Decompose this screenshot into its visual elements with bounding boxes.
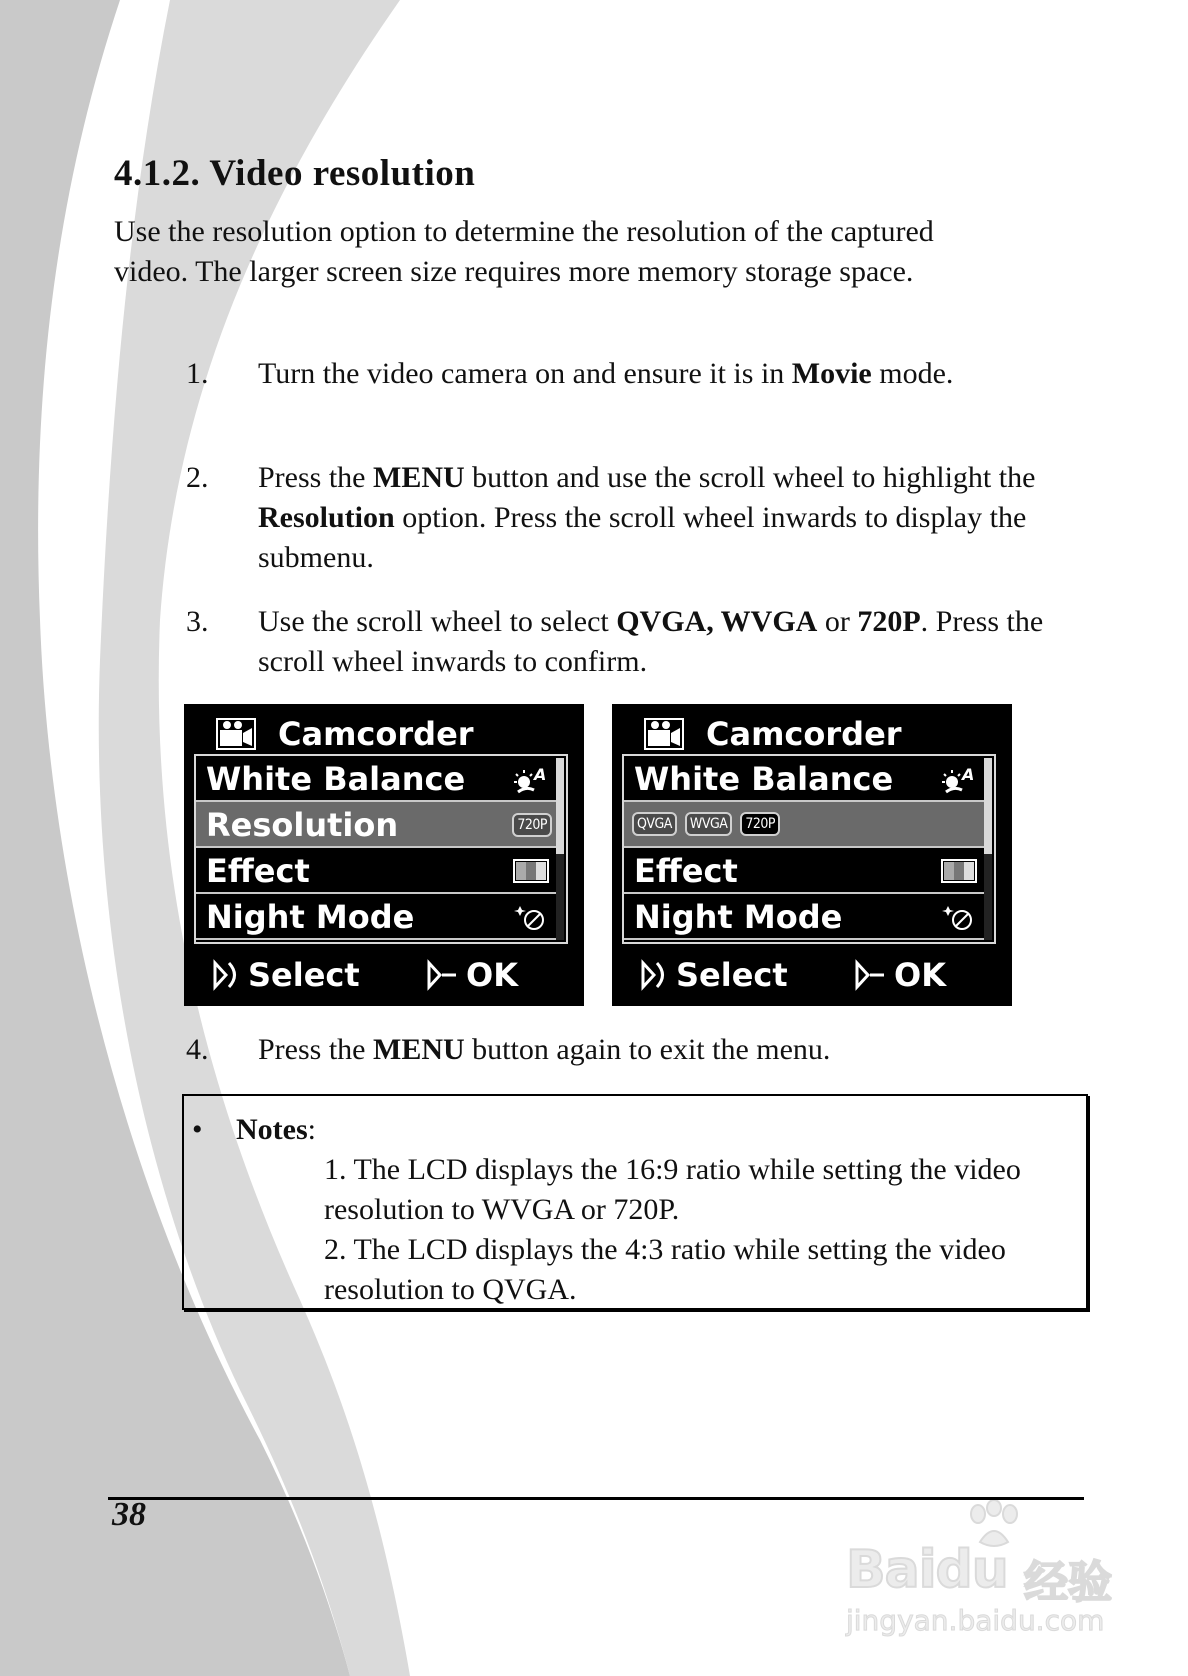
step-text: Press the MENU button again to exit the menu. <box>258 1033 831 1066</box>
intro-paragraph: Use the resolution option to determine the resolution of the captured video. The larger screen size requires more memory storage space. <box>114 215 934 288</box>
note-item: 2. The LCD displays the 4:3 ratio while setting the video resolution to QVGA. <box>324 1233 1006 1306</box>
camcorder-icon <box>216 718 256 750</box>
step-text: Press the MENU button and use the scroll wheel to highlight the Resolution option. Press the scroll wheel inwards to display the submenu. <box>258 461 1036 574</box>
lcd-footer: Select OK <box>212 956 572 996</box>
lcd-menu-list <box>622 754 996 944</box>
menu-item-effect[interactable]: Effect <box>624 848 984 894</box>
menu-item-resolution[interactable]: Resolution 720P <box>196 802 556 848</box>
option-720p[interactable]: 720P <box>740 812 780 836</box>
menu-item-white-balance[interactable]: White Balance A <box>196 756 556 802</box>
scroll-wheel-icon <box>640 959 670 991</box>
white-balance-auto-icon <box>940 764 978 794</box>
resolution-value-badge: 720P <box>512 813 552 837</box>
step-number: 4. <box>186 1033 209 1066</box>
step-number: 2. <box>186 461 209 494</box>
section-title: 4.1.2. Video resolution <box>114 153 476 194</box>
press-wheel-icon <box>426 959 460 991</box>
resolution-options <box>632 812 780 836</box>
lcd-title: Camcorder <box>644 714 902 754</box>
step-text: Use the scroll wheel to select QVGA, WVGA or 720P. Press the scroll wheel inwards to confirm. <box>258 605 1044 678</box>
step-number: 1. <box>186 357 209 390</box>
notes-heading: Notes: <box>236 1113 316 1146</box>
page-number: 38 <box>112 1496 146 1533</box>
night-mode-off-icon <box>940 902 978 932</box>
svg-text:A: A <box>534 765 547 784</box>
step-number: 3. <box>186 605 209 638</box>
menu-item-effect[interactable]: Effect <box>196 848 556 894</box>
effect-icon <box>512 856 550 886</box>
watermark-cn: 经验 <box>1024 1557 1112 1608</box>
lcd-menu-list <box>194 754 568 944</box>
menu-item-night-mode[interactable]: Night Mode <box>196 894 556 940</box>
lcd-screen-submenu <box>612 704 1012 1006</box>
baidu-watermark <box>846 1500 1116 1640</box>
effect-icon <box>940 856 978 886</box>
menu-item-white-balance[interactable]: White Balance A <box>624 756 984 802</box>
watermark-brand: Baidu <box>846 1540 1008 1600</box>
menu-item-night-mode[interactable]: Night Mode <box>624 894 984 940</box>
option-qvga[interactable]: QVGA <box>632 812 677 836</box>
scroll-wheel-icon <box>212 959 242 991</box>
step-text: Turn the video camera on and ensure it is in Movie mode. <box>258 357 954 390</box>
watermark-url: jingyan.baidu.com <box>846 1604 1105 1637</box>
night-mode-off-icon <box>512 902 550 932</box>
white-balance-auto-icon <box>512 764 550 794</box>
bullet-icon: • <box>192 1113 203 1146</box>
note-item: 1. The LCD displays the 16:9 ratio while setting the video resolution to WVGA or 720P. <box>324 1153 1021 1226</box>
svg-text:A: A <box>962 765 975 784</box>
lcd-screen-menu <box>184 704 584 1006</box>
notes-box <box>182 1094 1088 1310</box>
option-wvga[interactable]: WVGA <box>685 812 732 836</box>
resolution-submenu-row <box>624 802 984 848</box>
lcd-footer: Select OK <box>640 956 1000 996</box>
menu-scrollbar <box>556 758 564 940</box>
press-wheel-icon <box>854 959 888 991</box>
lcd-title: Camcorder <box>216 714 474 754</box>
menu-scrollbar <box>984 758 992 940</box>
camcorder-icon <box>644 718 684 750</box>
